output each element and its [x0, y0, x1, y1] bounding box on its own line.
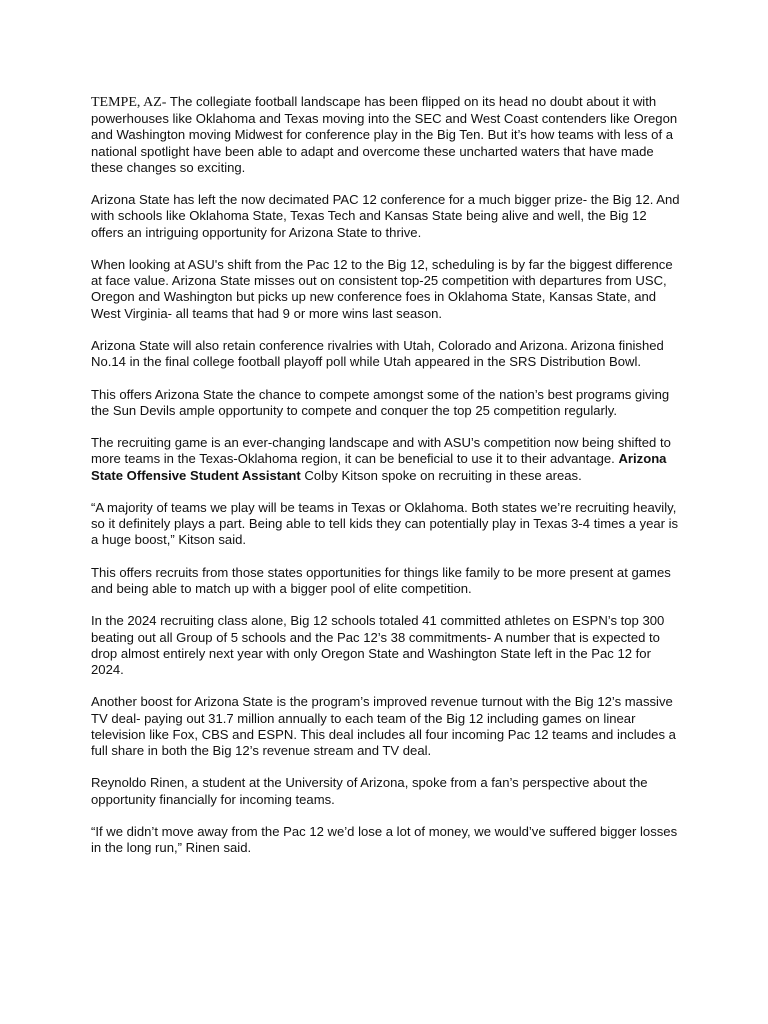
paragraph-6	[91, 435, 681, 484]
paragraph-10: Another boost for Arizona State is the program’s improved revenue turnout with the Big 12’s massive TV deal- paying out 31.7 million annually to each team of the Big 12 including games on linear television like Fox, CBS and ESPN. This deal includes all four incoming Pac 12 teams and includes a full share in both the Big 12’s revenue stream and TV deal.	[91, 694, 676, 758]
document-page	[91, 94, 681, 873]
paragraph-6-before: The recruiting game is an ever-changing landscape and with ASU’s competition now being shifted to more teams in the Texas-Oklahoma region, it can be beneficial to use it to their advantage.	[91, 435, 671, 467]
paragraph-5: This offers Arizona State the chance to compete amongst some of the nation’s best programs giving the Sun Devils ample opportunity to compete and conquer the top 25 competition regularly.	[91, 386, 670, 418]
paragraph-6-after: Colby Kitson spoke on recruiting in these areas.	[300, 467, 582, 483]
paragraph-12-quote: “If we didn’t move away from the Pac 12 we’d lose a lot of money, we would’ve suffered bigger losses in the long run,” Rinen said.	[91, 823, 678, 856]
paragraph-intro-text: The collegiate football landscape has been flipped on its head no doubt about it with powerhouses like Oklahoma and Texas moving into the SEC and West Coast contenders like Oregon and Washington moving Midwest for conference play in the Big Ten. But it’s how teams with less of a national spotlight have been able to adapt and overcome these uncharted waters that have made these changes so exciting.	[91, 94, 678, 175]
paragraph-7-quote: “A majority of teams we play will be teams in Texas or Oklahoma. Both states we’re recruiting heavily, so it definitely plays a part. Being able to tell kids they can potentially play in Texas 3-4 times a year is a huge boost,” Kitson said.	[91, 499, 679, 548]
paragraph-9: In the 2024 recruiting class alone, Big 12 schools totaled 41 committed athletes on ESPN’s top 300 beating out all Group of 5 schools and the Pac 12’s 38 commitments- A number that is expected to drop almost entirely next year with only Oregon State and Washington State left in the Pac 12 for 2024.	[91, 613, 665, 677]
paragraph-3: When looking at ASU's shift from the Pac 12 to the Big 12, scheduling is by far the biggest difference at face value. Arizona State misses out on consistent top-25 competition with departures from USC, Oregon and Washington but picks up new conference foes in Oklahoma State, Kansas State, and West Virginia- all teams that had 9 or more wins last season.	[91, 257, 673, 321]
paragraph-4: Arizona State will also retain conference rivalries with Utah, Colorado and Arizona. Arizona finished No.14 in the final college football playoff poll while Utah appeared in the SRS Distribution Bowl.	[91, 338, 664, 370]
paragraph-8: This offers recruits from those states opportunities for things like family to be more present at games and being able to match up with a bigger pool of elite competition.	[91, 564, 671, 596]
dateline: TEMPE, AZ-	[91, 95, 167, 110]
speaker-title-bold: Arizona State Offensive Student Assistant	[91, 451, 667, 483]
paragraph-intro	[91, 94, 681, 176]
paragraph-2: Arizona State has left the now decimated PAC 12 conference for a much bigger prize- the Big 12. And with schools like Oklahoma State, Texas Tech and Kansas State being alive and well, the Big 12 offers an intriguing opportunity for Arizona State to thrive.	[91, 192, 680, 240]
paragraph-11: Reynoldo Rinen, a student at the University of Arizona, spoke from a fan’s perspective about the opportunity financially for incoming teams.	[91, 775, 648, 807]
